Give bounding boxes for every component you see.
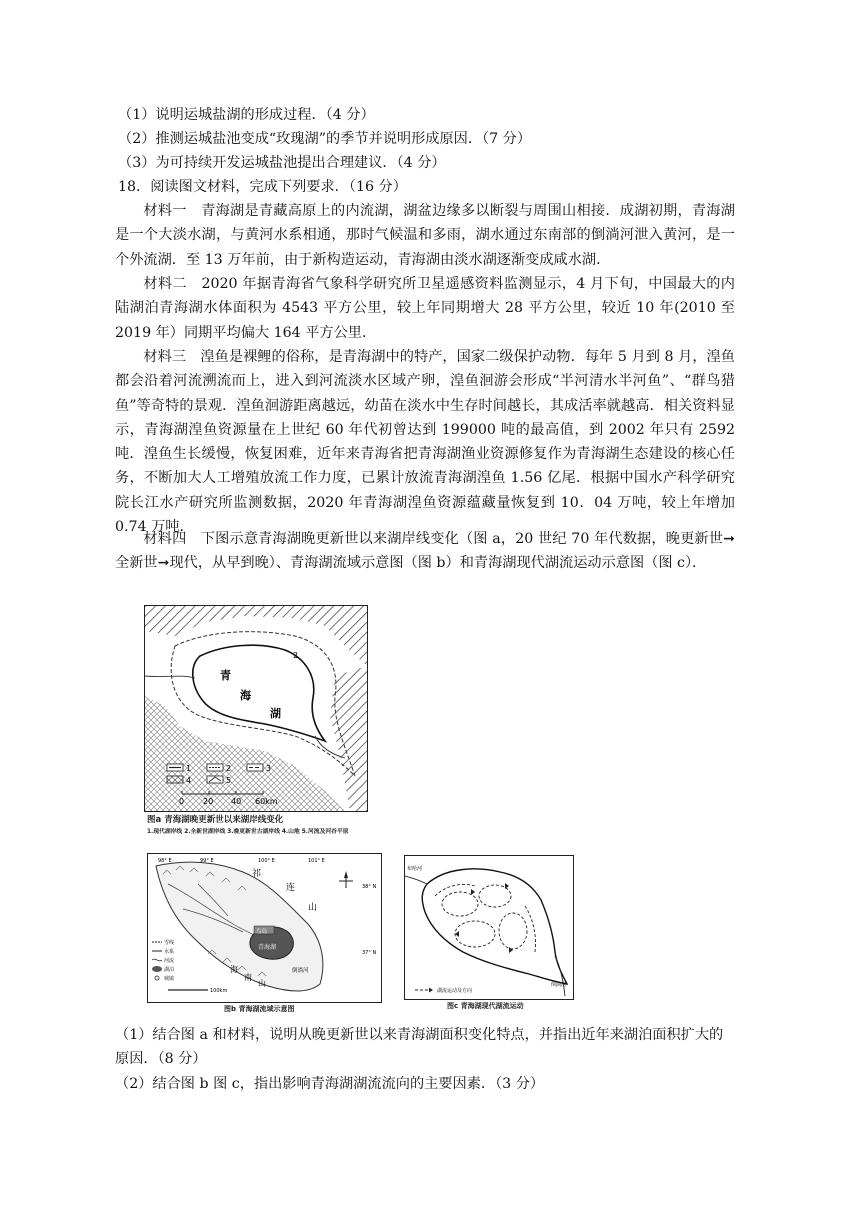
label-qi: 祁 bbox=[252, 869, 262, 879]
figure-b bbox=[147, 853, 382, 1003]
svg-text:4: 4 bbox=[186, 776, 192, 785]
coord-99e: 99° E bbox=[200, 858, 214, 864]
svg-text:0: 0 bbox=[179, 797, 185, 806]
legend-current-label: 湖流运动及方向 bbox=[437, 988, 473, 994]
label-shan-south: 山 bbox=[258, 979, 266, 988]
label-nan: 南 bbox=[244, 973, 252, 982]
coord-101e: 101° E bbox=[308, 858, 325, 864]
svg-text:城镇: 城镇 bbox=[164, 976, 175, 982]
svg-text:5: 5 bbox=[226, 776, 232, 785]
coord-38n: 38° N bbox=[362, 884, 377, 890]
coord-98e: 98° E bbox=[158, 858, 172, 864]
figure-a-caption: 图a 青海湖晚更新世以来湖岸线变化 bbox=[147, 815, 284, 825]
svg-text:3: 3 bbox=[266, 764, 272, 773]
material-4: 材料四 下图示意青海湖晚更新世以来湖岸线变化（图 a，20 世纪 70 年代数据，晚更新世➞全新世➞现代，从早到晚）、青海湖流域示意图（图 b）和青海湖现代湖流运动示意图（图 c）． bbox=[115, 531, 735, 572]
figure-b-map bbox=[148, 854, 381, 1002]
figure-c-caption: 图c 青海湖现代湖流运动 bbox=[447, 1002, 524, 1010]
question-17-2: （2）推测运城盐池变成“玫瑰湖”的季节并说明形成原因．（7 分） bbox=[118, 131, 532, 147]
question-17-3: （3）为可持续开发运城盐池提出合理建议．（4 分） bbox=[118, 155, 446, 171]
label-buhahe: 布哈河 bbox=[407, 866, 423, 872]
label-bird-island: 鸟岛 bbox=[256, 929, 268, 935]
question-17-1: （1）说明运城盐湖的形成过程．（4 分） bbox=[118, 107, 375, 123]
lake-char-1: 青 bbox=[220, 669, 231, 682]
coord-37n: 37° N bbox=[362, 950, 377, 956]
lake-char-3: 湖 bbox=[270, 707, 281, 720]
svg-text:湖泊: 湖泊 bbox=[164, 967, 175, 973]
question-18-title: 18．阅读图文材料，完成下列要求．（16 分） bbox=[118, 179, 407, 195]
figure-c bbox=[404, 855, 574, 1000]
label-daotanghe: 倒淌河 bbox=[292, 968, 309, 974]
svg-text:60km: 60km bbox=[255, 797, 278, 806]
material-3: 材料三 湟鱼是裸鲤的俗称，是青海湖中的特产，国家二级保护动物．每年 5 月到 8 月，湟鱼都会沿着河流溯流而上，进入到河流淡水区域产卵，湟鱼洄游会形成“半河清水半河鱼”、“群鸟猎鱼”等奇特的景观．湟鱼洄游距离越远，幼苗在淡水中生存时间越长，其成活率就越高．相关资料显示，青海湖湟鱼资源量在上世纪 60 年代初曾达到 199000 吨的最高值，到 2002 年只有 2592 吨．湟鱼生长缓慢，恢复困难，近年来青海省把青海湖渔业资源修复作为青海湖生态建设的核心任务，不断加大人工增殖放流工作力度，已累计放流青海湖湟鱼 1.56 亿尾．根据中国水产科学研究院长江水产研究所监测数据，2020 年青海湖湟鱼资源蕴藏量恢复到 10．04 万吨，较上年增加 0.74 万吨． bbox=[115, 349, 735, 536]
svg-text:河流: 河流 bbox=[164, 958, 175, 964]
svg-text:水系: 水系 bbox=[164, 949, 175, 955]
material-1: 材料一 青海湖是青藏高原上的内流湖，湖盆边缘多以断裂与周围山相接．成湖初期，青海湖是一个大淡水湖，与黄河水系相通，那时气候温和多雨，湖水通过东南部的倒淌河泄入黄河，是一个外流湖．至 13 万年前，由于新构造运动，青海湖由淡水湖逐渐变成咸水湖． bbox=[115, 203, 735, 268]
material-2: 材料二 2020 年据青海省气象科学研究所卫星遥感资料监测显示，4 月下旬，中国最大的内陆湖泊青海湖水体面积为 4543 平方公里，较上年同期增大 28 平方公里，较近 10 年(2010 至 2019 年）同期平均偏大 164 平方公里． bbox=[115, 276, 735, 341]
figure-c-map bbox=[405, 856, 573, 999]
label-lian: 连 bbox=[286, 883, 296, 893]
figure-a bbox=[144, 605, 368, 812]
svg-text:2: 2 bbox=[226, 764, 232, 773]
svg-text:40: 40 bbox=[231, 797, 242, 806]
question-18-2: （2）结合图 b 图 c，指出影响青海湖湖流流向的主要因素．（3 分） bbox=[115, 1076, 545, 1092]
lake-char-2: 海 bbox=[240, 689, 251, 702]
label-lake: 青海湖 bbox=[258, 944, 277, 951]
svg-text:1: 1 bbox=[186, 764, 192, 773]
figure-b-caption: 图b 青海湖流域示意图 bbox=[224, 1005, 295, 1013]
coord-100e: 100° E bbox=[258, 858, 275, 864]
label-shan-north: 山 bbox=[308, 903, 318, 913]
svg-text:20: 20 bbox=[203, 797, 214, 806]
label-daotanghe: 倒淌河 bbox=[551, 982, 567, 988]
svg-text:100km: 100km bbox=[210, 988, 228, 994]
svg-text:雪线: 雪线 bbox=[164, 940, 175, 946]
figure-a-legend-caption: 1.现代湖岸线 2.全新世湖岸线 3.晚更新世古湖岸线 4.山地 5.河流及河谷平原 bbox=[147, 829, 349, 835]
question-18-1: （1）结合图 a 和材料，说明从晚更新世以来青海湖面积变化特点，并指出近年来湖泊面积扩大的原因．（8 分） bbox=[115, 1027, 724, 1068]
shoreline-label-2: 2 bbox=[293, 651, 299, 660]
label-hai: 海 bbox=[230, 965, 238, 974]
figure-a-map bbox=[145, 606, 367, 811]
